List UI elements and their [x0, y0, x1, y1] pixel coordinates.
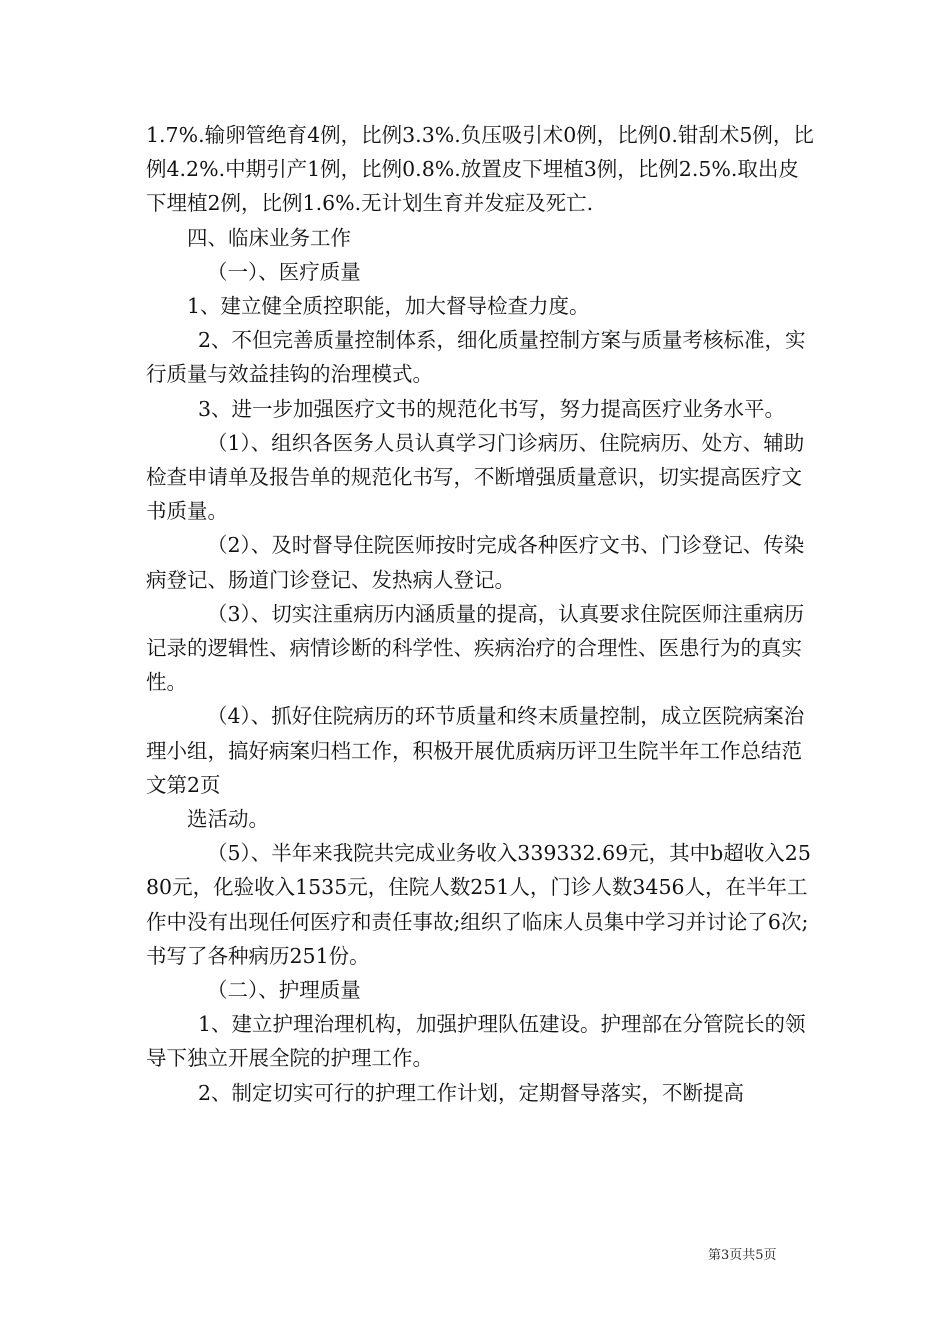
paragraph: 2、制定切实可行的护理工作计划，定期督导落实，不断提高: [198, 1080, 745, 1105]
paragraph: 1、建立健全质控职能，加大督导检查力度。: [187, 294, 590, 319]
paragraph: 3、进一步加强医疗文书的规范化书写，努力提高医疗业务水平。: [198, 396, 786, 421]
paragraph: （5）、半年来我院共完成业务收入339332.69元，其中b超收入2580元，化验收入1535元，住院人数251人，门诊人数3456人，在半年工作中没有出现任何医疗和责任事故;组织了临床人员集中学习并讨论了6次;书写了各种病历251份。: [146, 841, 811, 968]
paragraph: 选活动。: [187, 807, 269, 832]
paragraph: （1）、组织各医务人员认真学习门诊病历、住院病历、处方、辅助检查申请单及报告单的规范化书写，不断增强质量意识，切实提高医疗文书质量。: [146, 430, 805, 524]
paragraph: 1、建立护理治理机构，加强护理队伍建设。护理部在分管院长的领导下独立开展全院的护理工作。: [146, 1012, 806, 1071]
section-heading: 四、临床业务工作: [187, 225, 351, 250]
paragraph: （4）、抓好住院病历的环节质量和终末质量控制，成立医院病案治理小组，搞好病案归档工作，积极开展优质病历评卫生院半年工作总结范文第2页: [146, 704, 805, 797]
paragraph: 1.7%.输卵管绝育4例，比例3.3%.负压吸引术0例，比例0.钳刮术5例，比例4.2%.中期引产1例，比例0.8%.放置皮下埋植3例，比例2.5%.取出皮下埋植2例，比例1.6%.无计划生育并发症及死亡.: [146, 123, 814, 216]
subsection-heading: （一）、医疗质量: [207, 259, 361, 284]
subsection-heading: （二）、护理质量: [207, 978, 361, 1003]
document-body: [146, 118, 816, 1110]
page-number-footer: 第3页共5页: [708, 1248, 777, 1263]
paragraph: （3）、切实注重病历内涵质量的提高，认真要求住院医师注重病历记录的逻辑性、病情诊断的科学性、疾病治疗的合理性、医患行为的真实性。: [146, 601, 805, 695]
paragraph: （2）、及时督导住院医师按时完成各种医疗文书、门诊登记、传染病登记、肠道门诊登记、发热病人登记。: [146, 533, 805, 592]
paragraph: 2、不但完善质量控制体系，细化质量控制方案与质量考核标准，实行质量与效益挂钩的治理模式。: [146, 328, 806, 387]
